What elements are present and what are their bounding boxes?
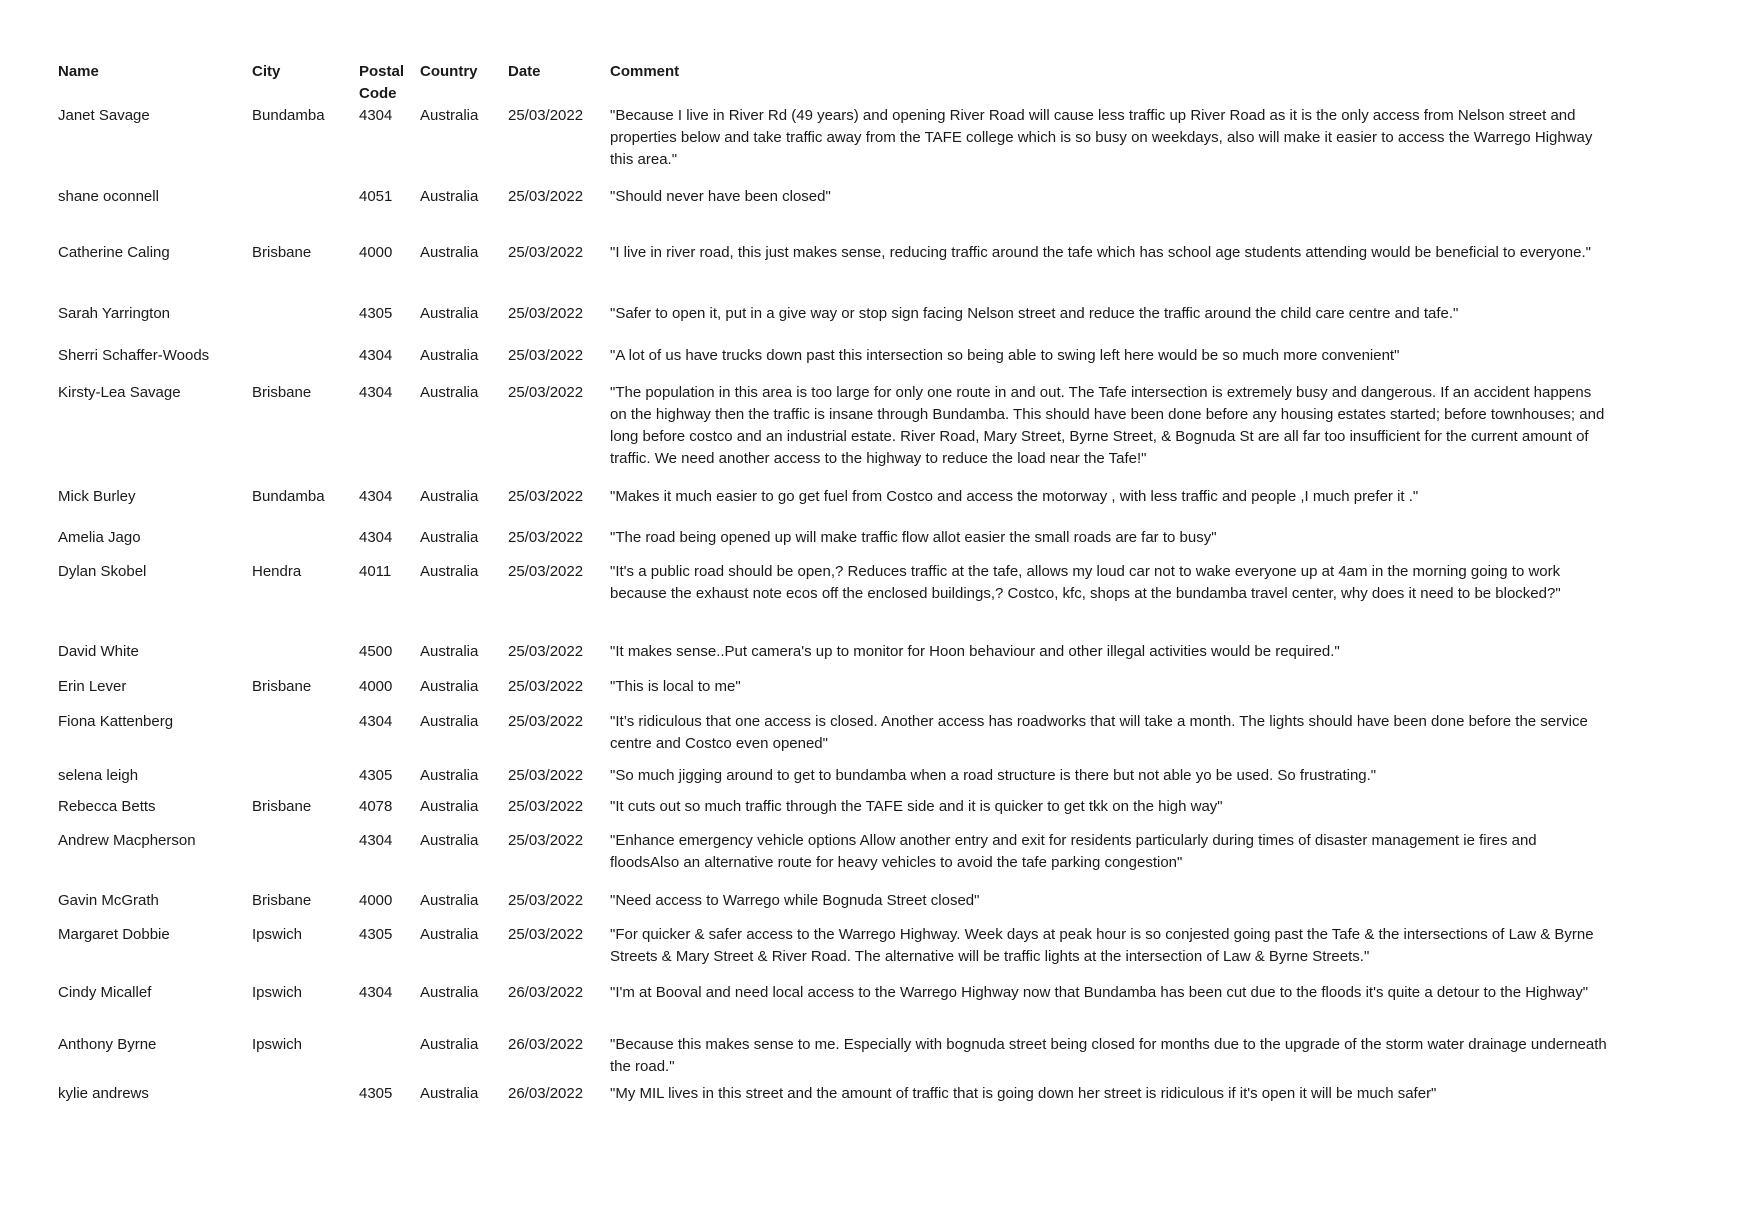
cell-name: Sherri Schaffer-Woods [58,347,210,364]
cell-name: Margaret Dobbie [58,926,170,943]
cell-country: Australia [420,643,479,660]
cell-name: selena leigh [58,767,139,784]
cell-city [252,345,359,382]
cell-date: 25/03/2022 [508,926,584,943]
header-name: Name [58,63,99,80]
cell-city: Brisbane [252,384,312,401]
table-row [58,345,1618,382]
cell-comment: "So much jigging around to get to bundamba when a road structure is there but not able yo be used. So frustrating." [610,767,1377,784]
cell-comment: "Should never have been closed" [610,188,831,205]
cell-comment: "Enhance emergency vehicle options Allow another entry and exit for residents particularly during times of disaster management ie fires and floodsAlso an alternative route for heavy vehicles to avoid the tafe parking congestion" [610,832,1537,871]
cell-comment: "This is local to me" [610,678,741,695]
cell-country: Australia [420,798,479,815]
cell-date: 25/03/2022 [508,305,584,322]
cell-postal-code: 4078 [359,798,393,815]
cell-name: Catherine Caling [58,244,170,261]
cell-city: Brisbane [252,798,312,815]
cell-date: 25/03/2022 [508,892,584,909]
cell-date: 25/03/2022 [508,832,584,849]
cell-date: 25/03/2022 [508,798,584,815]
cell-postal-code: 4000 [359,678,393,695]
cell-comment: "Because this makes sense to me. Especially with bognuda street being closed for months due to the upgrade of the storm water drainage underneath the road." [610,1036,1607,1075]
cell-date: 25/03/2022 [508,643,584,660]
cell-comment: "Because I live in River Rd (49 years) and opening River Road will cause less traffic up River Road as it is the only access from Nelson street and properties below and take traffic away from the TAFE college which is so busy on weekdays, also will make it easier to access the Warrego Highway this area." [610,107,1593,168]
cell-date: 26/03/2022 [508,1036,584,1053]
cell-city [252,641,359,676]
cell-date: 25/03/2022 [508,384,584,401]
table-row [58,105,1618,186]
cell-country: Australia [420,767,479,784]
table-row [58,830,1618,890]
cell-name: Kirsty-Lea Savage [58,384,181,401]
cell-postal-code: 4304 [359,488,393,505]
cell-city [252,765,359,796]
header-row [58,58,1618,105]
cell-name: Mick Burley [58,488,136,505]
cell-country: Australia [420,1036,479,1053]
table-row [58,527,1618,561]
header-comment: Comment [610,63,680,80]
cell-city: Bundamba [252,107,325,124]
cell-postal-code: 4304 [359,384,393,401]
cell-name: Dylan Skobel [58,563,147,580]
cell-country: Australia [420,713,479,730]
table-row [58,711,1618,765]
cell-country: Australia [420,244,479,261]
table-row [58,796,1618,830]
cell-country: Australia [420,926,479,943]
cell-country: Australia [420,563,479,580]
submissions-table [58,58,1618,1113]
cell-comment: "It makes sense..Put camera's up to monitor for Hoon behaviour and other illegal activities would be required." [610,643,1340,660]
cell-postal-code: 4304 [359,713,393,730]
cell-country: Australia [420,305,479,322]
cell-postal-code: 4304 [359,984,393,1001]
cell-country: Australia [420,984,479,1001]
table-row [58,1083,1618,1113]
cell-city [252,527,359,561]
cell-postal-code [359,1034,420,1083]
cell-name: David White [58,643,139,660]
table-row [58,765,1618,796]
cell-date: 25/03/2022 [508,563,584,580]
cell-postal-code: 4051 [359,188,393,205]
cell-name: Gavin McGrath [58,892,159,909]
cell-country: Australia [420,678,479,695]
cell-country: Australia [420,347,479,364]
header-country: Country [420,63,478,80]
cell-date: 25/03/2022 [508,244,584,261]
cell-comment: "Safer to open it, put in a give way or stop sign facing Nelson street and reduce the traffic around the child care centre and tafe." [610,305,1459,322]
cell-country: Australia [420,892,479,909]
table-row [58,186,1618,242]
cell-city: Ipswich [252,1036,303,1053]
cell-comment: "For quicker & safer access to the Warrego Highway. Week days at peak hour is so conjested going past the Tafe & the intersections of Law & Byrne Streets & Mary Street & River Road. The alternative will be traffic lights at the intersection of Law & Byrne Streets." [610,926,1594,965]
cell-city [252,711,359,765]
cell-city: Brisbane [252,244,312,261]
cell-name: Rebecca Betts [58,798,156,815]
cell-postal-code: 4000 [359,244,393,261]
cell-date: 25/03/2022 [508,107,584,124]
cell-postal-code: 4305 [359,767,393,784]
cell-city: Brisbane [252,678,312,695]
cell-name: Andrew Macpherson [58,832,196,849]
cell-city [252,303,359,345]
cell-name: Janet Savage [58,107,150,124]
cell-country: Australia [420,488,479,505]
cell-date: 26/03/2022 [508,1085,584,1102]
table-row [58,982,1618,1034]
cell-date: 25/03/2022 [508,678,584,695]
cell-comment: "The population in this area is too large for only one route in and out. The Tafe intersection is extremely busy and dangerous. If an accident happens on the highway then the traffic is insane through Bundamba. This should have been done before any housing estates started; before townhouses; and long before costco and an industrial estate. River Road, Mary Street, Byrne Street, & Bognuda St are all far too insufficient for the current amount of traffic. We need another access to the highway to reduce the load near the Tafe!" [610,384,1605,467]
cell-date: 25/03/2022 [508,713,584,730]
cell-city: Brisbane [252,892,312,909]
table-row [58,486,1618,527]
cell-country: Australia [420,529,479,546]
cell-postal-code: 4304 [359,107,393,124]
cell-name: Amelia Jago [58,529,141,546]
cell-city: Ipswich [252,984,303,1001]
table-row [58,561,1618,641]
cell-comment: "It cuts out so much traffic through the TAFE side and it is quicker to get tkk on the high way" [610,798,1223,815]
cell-country: Australia [420,1085,479,1102]
cell-date: 25/03/2022 [508,347,584,364]
header-postal-code: Postal Code [359,63,405,102]
cell-name: kylie andrews [58,1085,149,1102]
cell-date: 25/03/2022 [508,529,584,546]
cell-date: 25/03/2022 [508,767,584,784]
table-row [58,890,1618,924]
cell-country: Australia [420,832,479,849]
cell-name: Erin Lever [58,678,127,695]
cell-date: 25/03/2022 [508,188,584,205]
submissions-sheet [58,58,1618,1113]
header-city: City [252,63,281,80]
cell-name: Sarah Yarrington [58,305,171,322]
table-row [58,382,1618,486]
table-row [58,303,1618,345]
cell-comment: "I live in river road, this just makes sense, reducing traffic around the tafe which has school age students attending would be beneficial to everyone." [610,244,1591,261]
table-row [58,641,1618,676]
cell-country: Australia [420,384,479,401]
cell-city: Ipswich [252,926,303,943]
cell-name: Cindy Micallef [58,984,152,1001]
cell-date: 26/03/2022 [508,984,584,1001]
cell-postal-code: 4305 [359,926,393,943]
cell-city: Hendra [252,563,302,580]
table-row [58,242,1618,303]
cell-country: Australia [420,188,479,205]
cell-city [252,830,359,890]
cell-city [252,1083,359,1113]
cell-postal-code: 4304 [359,529,393,546]
cell-postal-code: 4011 [359,563,392,580]
cell-postal-code: 4000 [359,892,393,909]
cell-postal-code: 4305 [359,1085,393,1102]
table-row [58,676,1618,711]
cell-comment: "A lot of us have trucks down past this intersection so being able to swing left here would be so much more convenient" [610,347,1400,364]
table-row [58,924,1618,982]
cell-comment: "I'm at Booval and need local access to the Warrego Highway now that Bundamba has been cut due to the floods it's quite a detour to the Highway" [610,984,1589,1001]
cell-comment: "Makes it much easier to go get fuel from Costco and access the motorway , with less traffic and people ,I much prefer it ." [610,488,1419,505]
cell-postal-code: 4500 [359,643,393,660]
cell-postal-code: 4305 [359,305,393,322]
cell-comment: "Need access to Warrego while Bognuda Street closed" [610,892,980,909]
cell-city: Bundamba [252,488,325,505]
cell-country: Australia [420,107,479,124]
cell-comment: "It's a public road should be open,? Reduces traffic at the tafe, allows my loud car not to wake everyone up at 4am in the morning going to work because the exhaust note ecos off the enclosed buildings,? Costco, kfc, shops at the bundamba travel center, why does it need to be blocked?" [610,563,1561,602]
cell-name: Anthony Byrne [58,1036,157,1053]
cell-date: 25/03/2022 [508,488,584,505]
cell-postal-code: 4304 [359,832,393,849]
cell-comment: "It’s ridiculous that one access is closed. Another access has roadworks that will take a month. The lights should have been done before the service centre and Costco even opened" [610,713,1588,752]
header-date: Date [508,63,541,80]
cell-name: shane oconnell [58,188,159,205]
cell-name: Fiona Kattenberg [58,713,174,730]
cell-comment: "My MIL lives in this street and the amount of traffic that is going down her street is ridiculous if it's open it will be much safer" [610,1085,1437,1102]
cell-city [252,186,359,242]
table-row [58,1034,1618,1083]
cell-comment: "The road being opened up will make traffic flow allot easier the small roads are far to busy" [610,529,1217,546]
cell-postal-code: 4304 [359,347,393,364]
